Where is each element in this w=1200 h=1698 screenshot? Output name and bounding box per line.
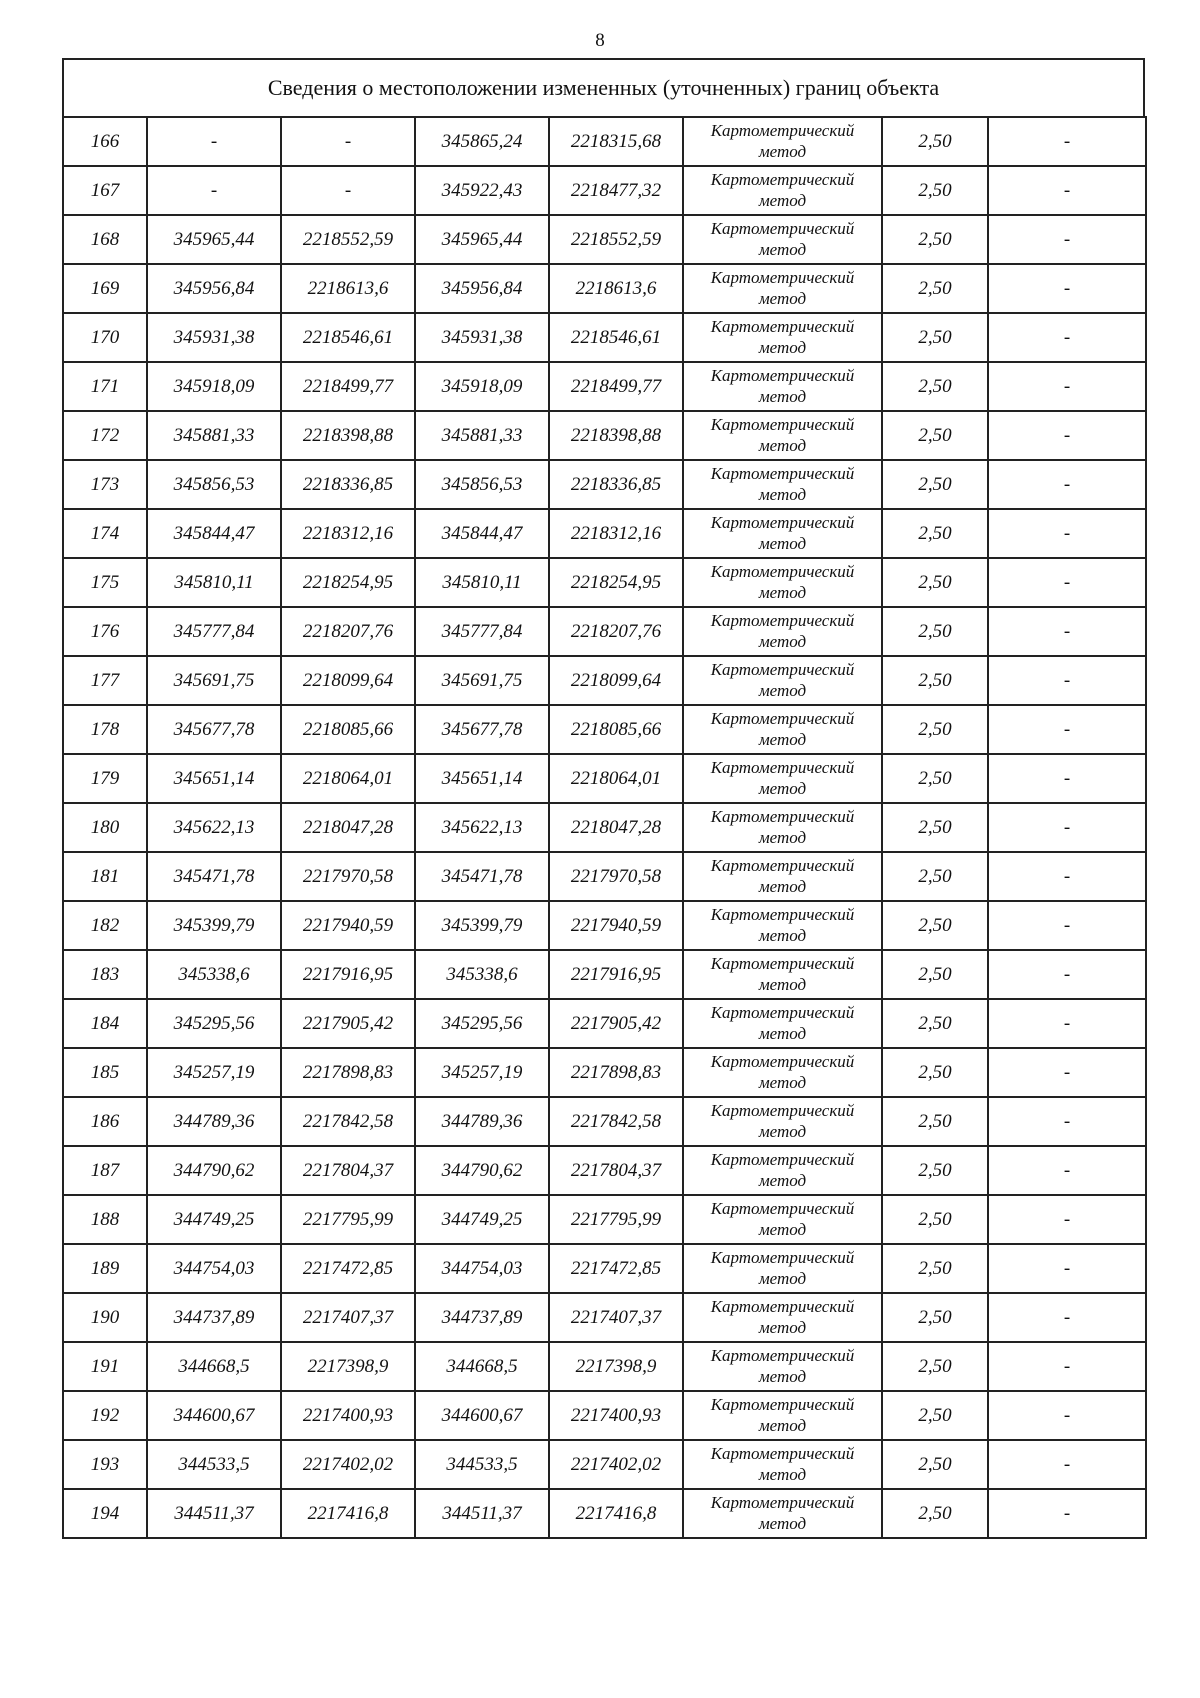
existing-x-cell: 345677,78 [147,705,281,754]
method-cell: Картометрический метод [683,999,882,1048]
existing-y-cell: 2218312,16 [281,509,415,558]
existing-x-cell: 345965,44 [147,215,281,264]
table-row [63,1195,1146,1244]
point-number-cell: 188 [63,1195,147,1244]
refined-y-cell: 2218207,76 [549,607,683,656]
method-cell: Картометрический метод [683,754,882,803]
refined-y-cell: 2218064,01 [549,754,683,803]
table-row [63,362,1146,411]
refined-y-cell: 2217940,59 [549,901,683,950]
description-cell: - [988,1440,1146,1489]
refined-y-cell: 2218336,85 [549,460,683,509]
method-cell: Картометрический метод [683,803,882,852]
refined-x-cell: 345918,09 [415,362,549,411]
point-number-cell: 193 [63,1440,147,1489]
description-cell: - [988,362,1146,411]
page-number: 8 [595,30,605,51]
refined-x-cell: 344600,67 [415,1391,549,1440]
point-number-cell: 184 [63,999,147,1048]
description-cell: - [988,313,1146,362]
refined-x-cell: 345856,53 [415,460,549,509]
refined-x-cell: 345691,75 [415,656,549,705]
existing-x-cell: 344668,5 [147,1342,281,1391]
method-cell: Картометрический метод [683,607,882,656]
table-row [63,1440,1146,1489]
description-cell: - [988,656,1146,705]
existing-y-cell: 2217804,37 [281,1146,415,1195]
existing-x-cell: 344737,89 [147,1293,281,1342]
table-row [63,852,1146,901]
existing-x-cell: 345622,13 [147,803,281,852]
table-row [63,754,1146,803]
accuracy-cell: 2,50 [882,1097,988,1146]
refined-y-cell: 2218546,61 [549,313,683,362]
accuracy-cell: 2,50 [882,1048,988,1097]
existing-x-cell: 345881,33 [147,411,281,460]
table-row [63,117,1146,166]
description-cell: - [988,1146,1146,1195]
refined-y-cell: 2218085,66 [549,705,683,754]
table-row [63,656,1146,705]
method-cell: Картометрический метод [683,656,882,705]
refined-y-cell: 2218315,68 [549,117,683,166]
refined-x-cell: 345844,47 [415,509,549,558]
accuracy-cell: 2,50 [882,1440,988,1489]
existing-y-cell: 2217905,42 [281,999,415,1048]
existing-y-cell: 2217416,8 [281,1489,415,1538]
table-row [63,1244,1146,1293]
table-row [63,1146,1146,1195]
existing-y-cell: 2218336,85 [281,460,415,509]
point-number-cell: 175 [63,558,147,607]
point-number-cell: 170 [63,313,147,362]
refined-y-cell: 2217916,95 [549,950,683,999]
refined-x-cell: 345881,33 [415,411,549,460]
table-row [63,1391,1146,1440]
refined-y-cell: 2217842,58 [549,1097,683,1146]
refined-x-cell: 345295,56 [415,999,549,1048]
existing-y-cell: - [281,166,415,215]
accuracy-cell: 2,50 [882,460,988,509]
existing-y-cell: 2217398,9 [281,1342,415,1391]
refined-y-cell: 2218047,28 [549,803,683,852]
existing-x-cell: 345956,84 [147,264,281,313]
existing-y-cell: 2218552,59 [281,215,415,264]
point-number-cell: 178 [63,705,147,754]
existing-y-cell: 2217916,95 [281,950,415,999]
method-cell: Картометрический метод [683,362,882,411]
accuracy-cell: 2,50 [882,215,988,264]
method-cell: Картометрический метод [683,950,882,999]
accuracy-cell: 2,50 [882,852,988,901]
existing-y-cell: 2218398,88 [281,411,415,460]
method-cell: Картометрический метод [683,1195,882,1244]
refined-x-cell: 344754,03 [415,1244,549,1293]
table-row [63,558,1146,607]
existing-y-cell: 2217402,02 [281,1440,415,1489]
existing-y-cell: 2217472,85 [281,1244,415,1293]
accuracy-cell: 2,50 [882,754,988,803]
refined-y-cell: 2217402,02 [549,1440,683,1489]
table-row [63,950,1146,999]
description-cell: - [988,166,1146,215]
table-row [63,999,1146,1048]
method-cell: Картометрический метод [683,1146,882,1195]
refined-x-cell: 345922,43 [415,166,549,215]
refined-x-cell: 344790,62 [415,1146,549,1195]
table-row [63,264,1146,313]
description-cell: - [988,803,1146,852]
point-number-cell: 168 [63,215,147,264]
existing-y-cell: 2217970,58 [281,852,415,901]
existing-x-cell: 345810,11 [147,558,281,607]
description-cell: - [988,558,1146,607]
accuracy-cell: 2,50 [882,901,988,950]
existing-y-cell: 2218099,64 [281,656,415,705]
refined-y-cell: 2218398,88 [549,411,683,460]
description-cell: - [988,460,1146,509]
existing-y-cell: 2218546,61 [281,313,415,362]
accuracy-cell: 2,50 [882,1195,988,1244]
refined-y-cell: 2218312,16 [549,509,683,558]
existing-x-cell: 345399,79 [147,901,281,950]
point-number-cell: 167 [63,166,147,215]
existing-y-cell: 2217898,83 [281,1048,415,1097]
table-row [63,411,1146,460]
existing-y-cell: 2218254,95 [281,558,415,607]
refined-x-cell: 344737,89 [415,1293,549,1342]
point-number-cell: 176 [63,607,147,656]
method-cell: Картометрический метод [683,852,882,901]
method-cell: Картометрический метод [683,1048,882,1097]
refined-y-cell: 2217398,9 [549,1342,683,1391]
point-number-cell: 192 [63,1391,147,1440]
description-cell: - [988,509,1146,558]
method-cell: Картометрический метод [683,1293,882,1342]
existing-x-cell: 345844,47 [147,509,281,558]
refined-y-cell: 2217472,85 [549,1244,683,1293]
refined-x-cell: 345651,14 [415,754,549,803]
point-number-cell: 185 [63,1048,147,1097]
point-number-cell: 171 [63,362,147,411]
refined-y-cell: 2218254,95 [549,558,683,607]
table-row [63,509,1146,558]
description-cell: - [988,950,1146,999]
description-cell: - [988,901,1146,950]
existing-y-cell: 2217842,58 [281,1097,415,1146]
description-cell: - [988,1489,1146,1538]
refined-y-cell: 2218552,59 [549,215,683,264]
coordinates-sheet [62,58,1145,1539]
description-cell: - [988,117,1146,166]
accuracy-cell: 2,50 [882,1342,988,1391]
table-row [63,1342,1146,1391]
refined-y-cell: 2217905,42 [549,999,683,1048]
existing-x-cell: 345918,09 [147,362,281,411]
refined-x-cell: 345257,19 [415,1048,549,1097]
refined-x-cell: 345338,6 [415,950,549,999]
point-number-cell: 187 [63,1146,147,1195]
existing-x-cell: 345856,53 [147,460,281,509]
existing-x-cell: 345471,78 [147,852,281,901]
point-number-cell: 194 [63,1489,147,1538]
refined-y-cell: 2217804,37 [549,1146,683,1195]
point-number-cell: 190 [63,1293,147,1342]
description-cell: - [988,215,1146,264]
accuracy-cell: 2,50 [882,264,988,313]
refined-x-cell: 345399,79 [415,901,549,950]
point-number-cell: 183 [63,950,147,999]
existing-y-cell: 2217407,37 [281,1293,415,1342]
description-cell: - [988,1293,1146,1342]
accuracy-cell: 2,50 [882,1489,988,1538]
existing-y-cell: 2217400,93 [281,1391,415,1440]
existing-y-cell: 2218207,76 [281,607,415,656]
table-row [63,901,1146,950]
table-row [63,460,1146,509]
description-cell: - [988,411,1146,460]
table-row [63,705,1146,754]
table-row [63,1097,1146,1146]
existing-y-cell: 2218085,66 [281,705,415,754]
table-row [63,1293,1146,1342]
method-cell: Картометрический метод [683,705,882,754]
accuracy-cell: 2,50 [882,166,988,215]
refined-x-cell: 345677,78 [415,705,549,754]
method-cell: Картометрический метод [683,1244,882,1293]
existing-y-cell: 2218499,77 [281,362,415,411]
accuracy-cell: 2,50 [882,999,988,1048]
accuracy-cell: 2,50 [882,705,988,754]
method-cell: Картометрический метод [683,264,882,313]
table-title: Сведения о местоположении измененных (уточненных) границ объекта [62,58,1145,116]
accuracy-cell: 2,50 [882,1391,988,1440]
point-number-cell: 166 [63,117,147,166]
accuracy-cell: 2,50 [882,117,988,166]
refined-x-cell: 344789,36 [415,1097,549,1146]
refined-y-cell: 2217400,93 [549,1391,683,1440]
accuracy-cell: 2,50 [882,656,988,705]
refined-x-cell: 344533,5 [415,1440,549,1489]
point-number-cell: 182 [63,901,147,950]
method-cell: Картометрический метод [683,166,882,215]
point-number-cell: 172 [63,411,147,460]
accuracy-cell: 2,50 [882,1293,988,1342]
existing-y-cell: - [281,117,415,166]
accuracy-cell: 2,50 [882,1146,988,1195]
method-cell: Картометрический метод [683,509,882,558]
existing-x-cell: 345651,14 [147,754,281,803]
description-cell: - [988,1244,1146,1293]
accuracy-cell: 2,50 [882,362,988,411]
method-cell: Картометрический метод [683,460,882,509]
refined-y-cell: 2218477,32 [549,166,683,215]
existing-x-cell: 344790,62 [147,1146,281,1195]
accuracy-cell: 2,50 [882,411,988,460]
table-row [63,1489,1146,1538]
existing-y-cell: 2218064,01 [281,754,415,803]
existing-x-cell: 345257,19 [147,1048,281,1097]
refined-y-cell: 2218499,77 [549,362,683,411]
point-number-cell: 169 [63,264,147,313]
existing-x-cell: 345931,38 [147,313,281,362]
method-cell: Картометрический метод [683,1489,882,1538]
point-number-cell: 173 [63,460,147,509]
refined-x-cell: 344668,5 [415,1342,549,1391]
method-cell: Картометрический метод [683,901,882,950]
table-row [63,607,1146,656]
method-cell: Картометрический метод [683,1391,882,1440]
point-number-cell: 180 [63,803,147,852]
table-row [63,803,1146,852]
refined-y-cell: 2218099,64 [549,656,683,705]
refined-x-cell: 345622,13 [415,803,549,852]
accuracy-cell: 2,50 [882,803,988,852]
existing-x-cell: 344533,5 [147,1440,281,1489]
description-cell: - [988,705,1146,754]
point-number-cell: 181 [63,852,147,901]
existing-y-cell: 2217795,99 [281,1195,415,1244]
method-cell: Картометрический метод [683,1097,882,1146]
refined-x-cell: 345931,38 [415,313,549,362]
point-number-cell: 179 [63,754,147,803]
method-cell: Картометрический метод [683,411,882,460]
description-cell: - [988,999,1146,1048]
refined-x-cell: 345965,44 [415,215,549,264]
description-cell: - [988,852,1146,901]
refined-y-cell: 2217970,58 [549,852,683,901]
description-cell: - [988,607,1146,656]
refined-x-cell: 344749,25 [415,1195,549,1244]
refined-y-cell: 2217898,83 [549,1048,683,1097]
method-cell: Картометрический метод [683,558,882,607]
description-cell: - [988,1048,1146,1097]
point-number-cell: 189 [63,1244,147,1293]
refined-x-cell: 344511,37 [415,1489,549,1538]
existing-x-cell: 344511,37 [147,1489,281,1538]
refined-x-cell: 345777,84 [415,607,549,656]
method-cell: Картометрический метод [683,313,882,362]
refined-y-cell: 2218613,6 [549,264,683,313]
table-row [63,313,1146,362]
refined-y-cell: 2217407,37 [549,1293,683,1342]
description-cell: - [988,1097,1146,1146]
refined-x-cell: 345810,11 [415,558,549,607]
description-cell: - [988,1195,1146,1244]
refined-x-cell: 345956,84 [415,264,549,313]
table-row [63,1048,1146,1097]
method-cell: Картометрический метод [683,1342,882,1391]
accuracy-cell: 2,50 [882,509,988,558]
description-cell: - [988,1342,1146,1391]
table-row [63,166,1146,215]
accuracy-cell: 2,50 [882,313,988,362]
point-number-cell: 174 [63,509,147,558]
existing-x-cell: 344754,03 [147,1244,281,1293]
description-cell: - [988,1391,1146,1440]
existing-x-cell: 345691,75 [147,656,281,705]
refined-y-cell: 2217416,8 [549,1489,683,1538]
refined-x-cell: 345471,78 [415,852,549,901]
method-cell: Картометрический метод [683,215,882,264]
existing-x-cell: 345777,84 [147,607,281,656]
accuracy-cell: 2,50 [882,607,988,656]
existing-y-cell: 2217940,59 [281,901,415,950]
table-row [63,215,1146,264]
existing-x-cell: - [147,117,281,166]
point-number-cell: 186 [63,1097,147,1146]
accuracy-cell: 2,50 [882,558,988,607]
point-number-cell: 191 [63,1342,147,1391]
description-cell: - [988,754,1146,803]
existing-x-cell: 344749,25 [147,1195,281,1244]
refined-y-cell: 2217795,99 [549,1195,683,1244]
existing-x-cell: 344600,67 [147,1391,281,1440]
existing-x-cell: 345338,6 [147,950,281,999]
existing-x-cell: 344789,36 [147,1097,281,1146]
refined-x-cell: 345865,24 [415,117,549,166]
existing-y-cell: 2218047,28 [281,803,415,852]
existing-x-cell: 345295,56 [147,999,281,1048]
point-number-cell: 177 [63,656,147,705]
description-cell: - [988,264,1146,313]
existing-y-cell: 2218613,6 [281,264,415,313]
boundary-points-table [62,116,1147,1539]
accuracy-cell: 2,50 [882,1244,988,1293]
accuracy-cell: 2,50 [882,950,988,999]
existing-x-cell: - [147,166,281,215]
method-cell: Картометрический метод [683,117,882,166]
method-cell: Картометрический метод [683,1440,882,1489]
